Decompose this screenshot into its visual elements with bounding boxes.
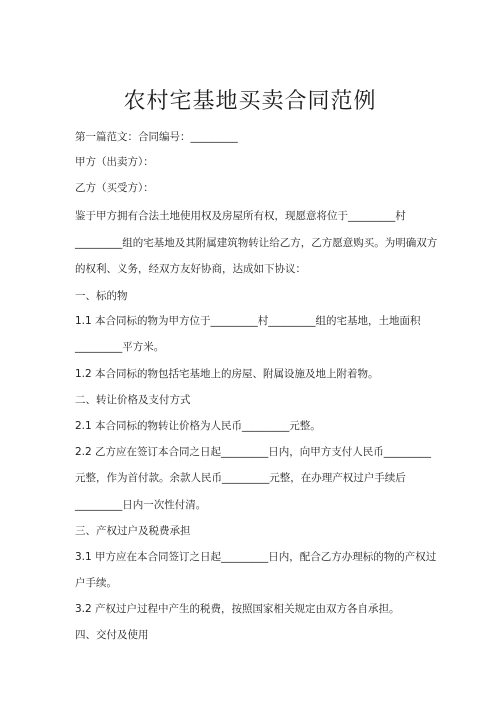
section-heading-3: 三、产权过户及税费承担 <box>75 525 191 537</box>
clause-1-1-line-1: 1.1 本合同标的物为甲方位于_________村_________组的宅基地，土地面积 <box>75 315 421 327</box>
section-heading-1: 一、标的物 <box>75 290 128 302</box>
clause-3-1-line-1: 3.1 甲方应在本合同签订之日起_________日内，配合乙方办理标的物的产权过 <box>75 551 437 563</box>
clause-1-2: 1.2 本合同标的物包括宅基地上的房屋、附属设施及地上附着物。 <box>75 368 379 380</box>
section-heading-2: 二、转让价格及支付方式 <box>75 394 191 406</box>
clause-2-2-line-1: 2.2 乙方应在签订本合同之日起_________日内，向甲方支付人民币_________ <box>75 446 432 458</box>
clause-2-1: 2.1 本合同标的物转让价格为人民币_________元整。 <box>75 420 321 432</box>
document-title: 农村宅基地买卖合同范例 <box>123 89 377 114</box>
clause-1-1-line-2: _________平方米。 <box>75 341 165 353</box>
section-heading-4: 四、交付及使用 <box>75 629 149 641</box>
party-a-line: 甲方（出卖方）： <box>75 156 154 168</box>
preamble-line-3: 的权利、义务，经双方友好协商，达成如下协议： <box>75 263 306 275</box>
contract-number-line: 第一篇范文：合同编号：_________ <box>75 131 238 143</box>
preamble-line-1: 鉴于甲方拥有合法土地使用权及房屋所有权，现愿意将位于_________村 <box>75 210 406 222</box>
clause-3-2: 3.2 产权过户过程中产生的税费，按照国家相关规定由双方各自承担。 <box>75 603 400 615</box>
clause-3-1-line-2: 户手续。 <box>75 577 117 589</box>
clause-2-2-line-3: _________日内一次性付清。 <box>75 499 207 511</box>
clause-2-2-line-2: 元整，作为首付款。余款人民币_________元整，在办理产权过户手续后 <box>75 472 406 484</box>
party-b-line: 乙方（买受方）： <box>75 182 154 194</box>
preamble-line-2: _________组的宅基地及其附属建筑物转让给乙方，乙方愿意购买。为明确双方 <box>75 237 438 249</box>
